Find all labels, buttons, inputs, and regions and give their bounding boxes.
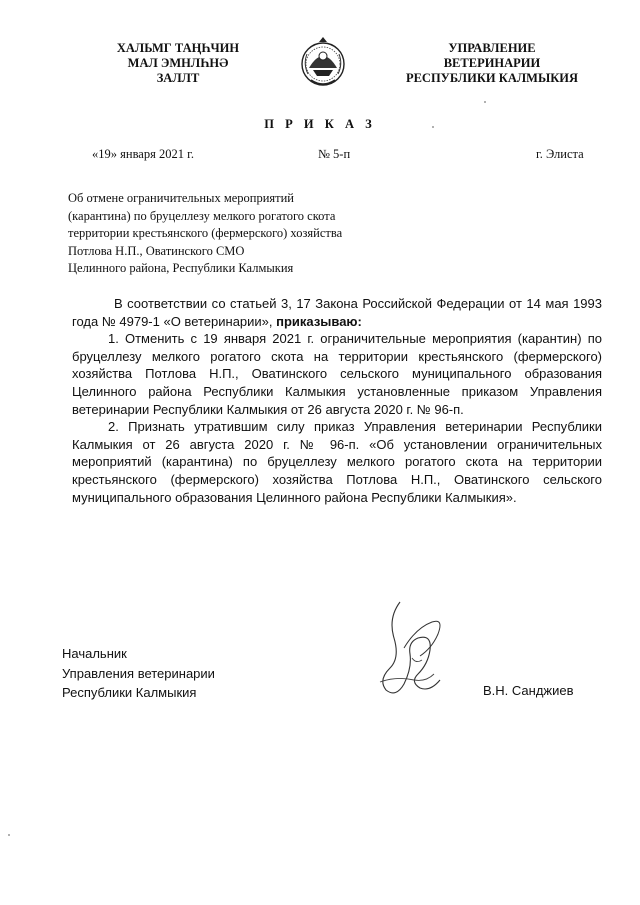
subject-line: Целинного района, Республики Калмыкия bbox=[68, 261, 294, 275]
header-right-line-3: РЕСПУБЛИКИ КАЛМЫКИЯ bbox=[405, 71, 579, 85]
document-title: П Р И К А З bbox=[264, 117, 376, 131]
subject-line: территории крестьянского (фермерского) хозяйства bbox=[68, 226, 343, 240]
body-item-1: 1. Отменить с 19 января 2021 г. ограничительные мероприятия (карантин) по бруцеллезу мелкого рогатого скота на территории крестьянского (фермерского) хозяйства Потлова Н.П., Оватинского сельского муниципального образования Целинного района Республики Калмыкия установленные приказом Управления ветеринарии Республики Калмыкия от 26 августа 2020 г. № 96-п. bbox=[72, 331, 602, 417]
header-right-line-2: ВЕТЕРИНАРИИ bbox=[443, 56, 541, 70]
scan-speck bbox=[8, 834, 10, 836]
header-left-block bbox=[98, 41, 258, 86]
body-item-2: 2. Признать утратившим силу приказ Управления ветеринарии Республики Калмыкия от 26 августа 2020 г. № 96-п. «Об установлении ограничительных мероприятий (карантина) по бруцеллезу мелкого рогатого скота на территории крестьянского (фермерского) хозяйства Потлова Н.П., Оватинского сельского муниципального образования Целинного района Республики Калмыкия». bbox=[72, 419, 602, 505]
body-intro-text: В соответствии со статьей 3, 17 Закона Российской Федерации от 14 мая 1993 года № 4979-1 «О ветеринарии», bbox=[72, 296, 602, 329]
body-order-word: приказываю: bbox=[276, 313, 362, 329]
signatory-position-line-1: Начальник bbox=[62, 646, 127, 661]
header-left-line-1: ХАЛЬМГ ТАҢҺЧИН bbox=[116, 41, 240, 55]
signatory-position bbox=[62, 644, 215, 703]
document-date: «19» января 2021 г. bbox=[92, 147, 194, 161]
signatory-position-line-3: Республики Калмыкия bbox=[62, 685, 197, 700]
header-right-line-1: УПРАВЛЕНИЕ bbox=[448, 41, 536, 55]
subject-line: Потлова Н.П., Оватинского СМО bbox=[68, 243, 245, 258]
scan-speck bbox=[432, 126, 434, 128]
header-right-block bbox=[392, 41, 592, 86]
handwritten-signature-icon bbox=[360, 598, 456, 708]
document-number: № 5-п bbox=[318, 147, 351, 161]
coat-of-arms-icon bbox=[299, 34, 347, 94]
header-left-line-2: МАЛ ЭМНЛҺНӘ bbox=[127, 56, 229, 70]
subject-line: Об отмене ограничительных мероприятий bbox=[68, 191, 295, 205]
document-subject bbox=[68, 190, 342, 278]
document-body bbox=[72, 295, 602, 506]
body-intro-paragraph bbox=[72, 295, 602, 330]
document-place: г. Элиста bbox=[536, 147, 584, 161]
signatory-name: В.Н. Санджиев bbox=[483, 683, 574, 698]
header-left-line-3: ЗАЛЛТ bbox=[156, 71, 200, 85]
scan-speck bbox=[484, 101, 486, 103]
subject-line: (карантина) по бруцеллезу мелкого рогатого скота bbox=[68, 208, 336, 223]
signatory-position-line-2: Управления ветеринарии bbox=[62, 665, 215, 681]
